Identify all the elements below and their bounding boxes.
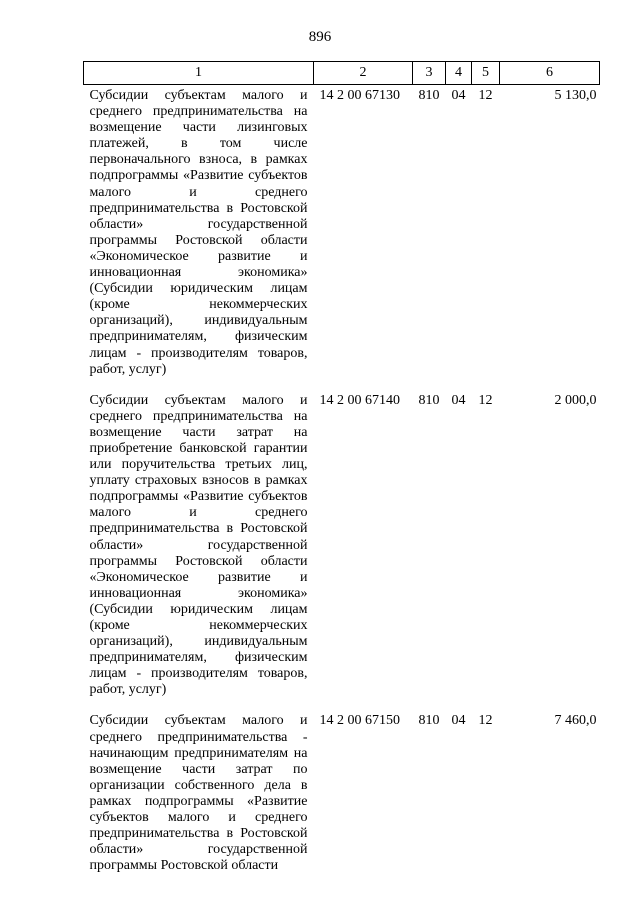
header-col-1: 1 (84, 62, 314, 85)
row-target-article: 14 2 00 67150 (319, 713, 400, 729)
row-section: 04 (451, 713, 466, 729)
row-subsection: 12 (478, 713, 493, 729)
row-target-article: 14 2 00 67140 (319, 392, 400, 408)
table-row (84, 710, 600, 886)
row-amount: 7 460,0 (554, 713, 597, 729)
header-col-3: 3 (413, 62, 446, 85)
table-header-row (84, 62, 600, 85)
row-target-article: 14 2 00 67130 (319, 88, 400, 103)
row-expense-type: 810 (418, 713, 440, 729)
header-col-4: 4 (446, 62, 472, 85)
row-subsection: 12 (478, 88, 493, 103)
header-col-2: 2 (314, 62, 413, 85)
row-description: Субсидии субъектам малого и среднего предпринимательства на возмещение части лизинговых платежей, в том числе первоначального взноса, в рамках подпрограммы «Развитие субъектов малого и среднего предпринимательства в Ростовской области» государственной программы Ростовской области «Экономическое развитие и инновационная экономика» (Субсидии юридическим лицам (кроме некоммерческих организаций), индивидуальным предпринимателям, физическим лицам - производителям товаров, работ, услуг) (89, 88, 308, 377)
table-row (84, 390, 600, 711)
row-description: Субсидии субъектам малого и среднего предпринимательства на возмещение части затрат на приобретение банковской гарантии или поручительства третьих лиц, уплату страховых взносов в рамках подпрограммы «Развитие субъектов малого и среднего предпринимательства в Ростовской области» государственной программы Ростовской области «Экономическое развитие и инновационная экономика» (Субсидии юридическим лицам (кроме некоммерческих организаций), индивидуальным предпринимателям, физическим лицам - производителям товаров, работ, услуг) (89, 392, 308, 698)
header-col-6: 6 (500, 62, 600, 85)
header-col-5: 5 (472, 62, 500, 85)
table-row (84, 85, 600, 390)
budget-table (83, 61, 600, 886)
page-number: 896 (308, 29, 332, 45)
row-amount: 5 130,0 (554, 88, 597, 103)
row-expense-type: 810 (418, 88, 440, 103)
row-subsection: 12 (478, 392, 493, 408)
row-section: 04 (451, 392, 466, 408)
row-expense-type: 810 (418, 392, 440, 408)
row-description: Субсидии субъектам малого и среднего предпринимательства - начинающим предпринимателям на возмещение части затрат по организации собственного дела в рамках подпрограммы «Развитие субъектов малого и среднего предпринимательства в Ростовской области» государственной программы Ростовской области (89, 713, 308, 874)
row-amount: 2 000,0 (554, 392, 597, 408)
row-section: 04 (451, 88, 466, 103)
